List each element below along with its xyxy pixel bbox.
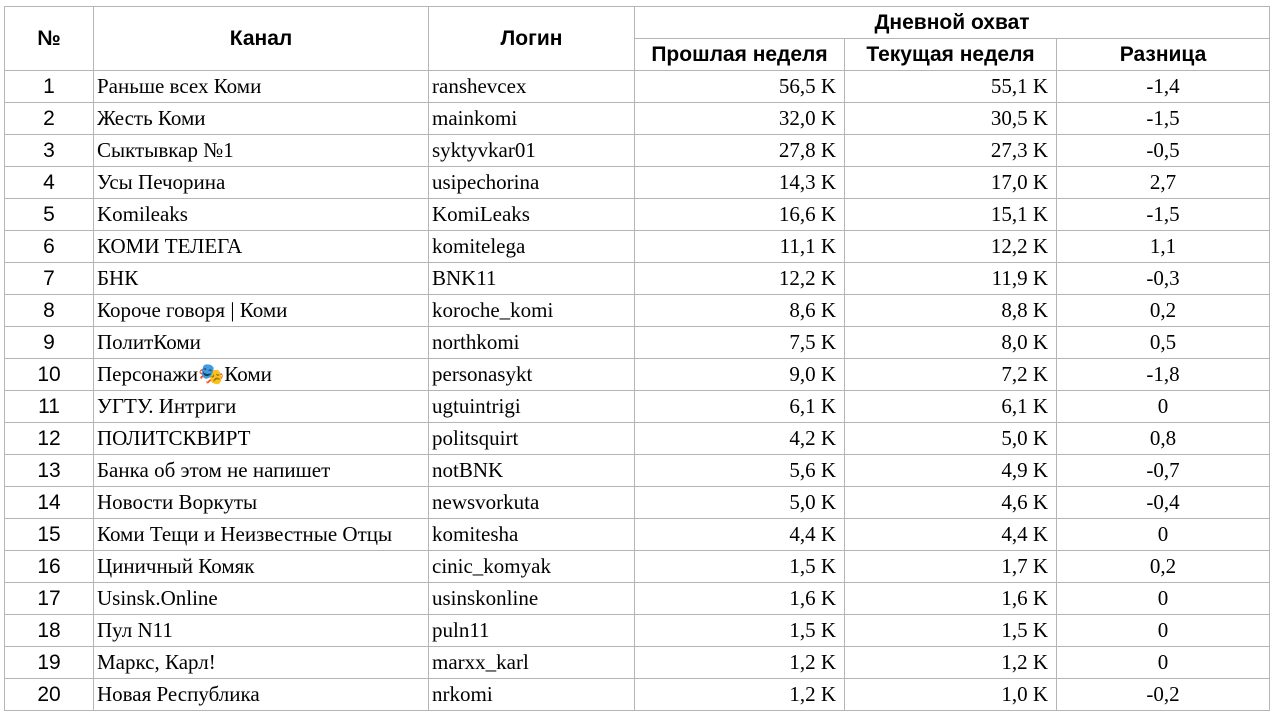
cell-prev-week: 12,2 K	[635, 263, 845, 295]
table-row	[5, 71, 1270, 103]
cell-prev-week: 4,2 K	[635, 423, 845, 455]
cell-cur-week: 5,0 K	[845, 423, 1057, 455]
cell-diff: 0,8	[1057, 423, 1270, 455]
cell-cur-week: 1,7 K	[845, 551, 1057, 583]
cell-diff: 1,1	[1057, 231, 1270, 263]
cell-cur-week: 30,5 K	[845, 103, 1057, 135]
header-num: №	[5, 7, 94, 71]
cell-num: 9	[5, 327, 94, 359]
table-row	[5, 167, 1270, 199]
cell-diff: 0,2	[1057, 295, 1270, 327]
cell-channel: УГТУ. Интриги	[94, 391, 429, 423]
cell-cur-week: 12,2 K	[845, 231, 1057, 263]
cell-num: 16	[5, 551, 94, 583]
cell-diff: 0	[1057, 391, 1270, 423]
cell-diff: -1,8	[1057, 359, 1270, 391]
reach-table	[4, 6, 1270, 711]
cell-channel: Коми Тещи и Неизвестные Отцы	[94, 519, 429, 551]
cell-login: ranshevcex	[429, 71, 635, 103]
cell-prev-week: 1,5 K	[635, 551, 845, 583]
cell-channel: Персонажи🎭Коми	[94, 359, 429, 391]
cell-login: ugtuintrigi	[429, 391, 635, 423]
cell-num: 14	[5, 487, 94, 519]
cell-cur-week: 6,1 K	[845, 391, 1057, 423]
table-row	[5, 391, 1270, 423]
cell-diff: 0,2	[1057, 551, 1270, 583]
cell-login: marxx_karl	[429, 647, 635, 679]
cell-channel: Маркс, Карл!	[94, 647, 429, 679]
cell-login: northkomi	[429, 327, 635, 359]
cell-cur-week: 11,9 K	[845, 263, 1057, 295]
cell-num: 18	[5, 615, 94, 647]
cell-prev-week: 9,0 K	[635, 359, 845, 391]
cell-num: 17	[5, 583, 94, 615]
cell-prev-week: 11,1 K	[635, 231, 845, 263]
table-row	[5, 199, 1270, 231]
cell-cur-week: 8,0 K	[845, 327, 1057, 359]
cell-cur-week: 1,6 K	[845, 583, 1057, 615]
cell-cur-week: 4,4 K	[845, 519, 1057, 551]
cell-cur-week: 4,6 K	[845, 487, 1057, 519]
cell-channel: Новости Воркуты	[94, 487, 429, 519]
header-diff: Разница	[1057, 39, 1270, 71]
cell-channel: Банка об этом не напишет	[94, 455, 429, 487]
cell-num: 3	[5, 135, 94, 167]
cell-channel: Короче говоря | Коми	[94, 295, 429, 327]
cell-channel: КОМИ ТЕЛЕГА	[94, 231, 429, 263]
cell-prev-week: 8,6 K	[635, 295, 845, 327]
table-row	[5, 135, 1270, 167]
table-row	[5, 551, 1270, 583]
header-channel: Канал	[94, 7, 429, 71]
cell-diff: -0,3	[1057, 263, 1270, 295]
cell-diff: 2,7	[1057, 167, 1270, 199]
cell-prev-week: 4,4 K	[635, 519, 845, 551]
cell-num: 7	[5, 263, 94, 295]
cell-num: 5	[5, 199, 94, 231]
cell-channel: Циничный Комяк	[94, 551, 429, 583]
cell-channel: ПОЛИТСКВИРТ	[94, 423, 429, 455]
table-row	[5, 263, 1270, 295]
table-row	[5, 615, 1270, 647]
cell-login: syktyvkar01	[429, 135, 635, 167]
table-row	[5, 359, 1270, 391]
header-prev-week: Прошлая неделя	[635, 39, 845, 71]
cell-diff: 0,5	[1057, 327, 1270, 359]
cell-num: 13	[5, 455, 94, 487]
cell-login: newsvorkuta	[429, 487, 635, 519]
cell-login: koroche_komi	[429, 295, 635, 327]
table-row	[5, 647, 1270, 679]
cell-cur-week: 4,9 K	[845, 455, 1057, 487]
cell-num: 4	[5, 167, 94, 199]
cell-diff: 0	[1057, 615, 1270, 647]
cell-cur-week: 8,8 K	[845, 295, 1057, 327]
cell-diff: -1,5	[1057, 199, 1270, 231]
cell-login: politsquirt	[429, 423, 635, 455]
cell-diff: -0,2	[1057, 679, 1270, 711]
cell-cur-week: 15,1 K	[845, 199, 1057, 231]
cell-prev-week: 1,5 K	[635, 615, 845, 647]
cell-login: notBNK	[429, 455, 635, 487]
cell-diff: -0,7	[1057, 455, 1270, 487]
cell-cur-week: 17,0 K	[845, 167, 1057, 199]
cell-prev-week: 32,0 K	[635, 103, 845, 135]
cell-diff: 0	[1057, 583, 1270, 615]
table-row	[5, 519, 1270, 551]
cell-prev-week: 7,5 K	[635, 327, 845, 359]
cell-prev-week: 56,5 K	[635, 71, 845, 103]
cell-cur-week: 55,1 K	[845, 71, 1057, 103]
cell-num: 8	[5, 295, 94, 327]
header-daily-reach: Дневной охват	[635, 7, 1270, 39]
cell-num: 19	[5, 647, 94, 679]
cell-cur-week: 1,5 K	[845, 615, 1057, 647]
cell-prev-week: 5,6 K	[635, 455, 845, 487]
cell-channel: Пул N11	[94, 615, 429, 647]
header-cur-week: Текущая неделя	[845, 39, 1057, 71]
cell-num: 11	[5, 391, 94, 423]
cell-channel: Новая Республика	[94, 679, 429, 711]
cell-channel: ПолитКоми	[94, 327, 429, 359]
header-login: Логин	[429, 7, 635, 71]
header-row	[5, 7, 1270, 39]
cell-login: usinskonline	[429, 583, 635, 615]
cell-cur-week: 1,0 K	[845, 679, 1057, 711]
cell-prev-week: 1,2 K	[635, 647, 845, 679]
cell-channel: Жесть Коми	[94, 103, 429, 135]
cell-login: komitelega	[429, 231, 635, 263]
cell-num: 12	[5, 423, 94, 455]
cell-channel: Сыктывкар №1	[94, 135, 429, 167]
cell-diff: 0	[1057, 519, 1270, 551]
cell-num: 20	[5, 679, 94, 711]
cell-login: KomiLeaks	[429, 199, 635, 231]
cell-login: BNK11	[429, 263, 635, 295]
cell-login: personasykt	[429, 359, 635, 391]
cell-prev-week: 5,0 K	[635, 487, 845, 519]
cell-login: cinic_komyak	[429, 551, 635, 583]
cell-prev-week: 27,8 K	[635, 135, 845, 167]
cell-prev-week: 1,2 K	[635, 679, 845, 711]
table-row	[5, 679, 1270, 711]
cell-login: mainkomi	[429, 103, 635, 135]
cell-cur-week: 1,2 K	[845, 647, 1057, 679]
cell-num: 2	[5, 103, 94, 135]
table-row	[5, 583, 1270, 615]
cell-channel: Usinsk.Online	[94, 583, 429, 615]
cell-channel: БНК	[94, 263, 429, 295]
cell-channel: Усы Печорина	[94, 167, 429, 199]
cell-diff: -1,4	[1057, 71, 1270, 103]
table-row	[5, 487, 1270, 519]
cell-prev-week: 16,6 K	[635, 199, 845, 231]
cell-diff: -1,5	[1057, 103, 1270, 135]
cell-cur-week: 27,3 K	[845, 135, 1057, 167]
cell-num: 6	[5, 231, 94, 263]
cell-num: 1	[5, 71, 94, 103]
table-row	[5, 327, 1270, 359]
table-row	[5, 455, 1270, 487]
cell-login: puln11	[429, 615, 635, 647]
cell-prev-week: 14,3 K	[635, 167, 845, 199]
cell-num: 10	[5, 359, 94, 391]
table-row	[5, 423, 1270, 455]
cell-diff: 0	[1057, 647, 1270, 679]
cell-channel: Komileaks	[94, 199, 429, 231]
cell-diff: -0,5	[1057, 135, 1270, 167]
table-row	[5, 231, 1270, 263]
cell-channel: Раньше всех Коми	[94, 71, 429, 103]
cell-login: usipechorina	[429, 167, 635, 199]
cell-num: 15	[5, 519, 94, 551]
cell-diff: -0,4	[1057, 487, 1270, 519]
cell-login: nrkomi	[429, 679, 635, 711]
cell-prev-week: 6,1 K	[635, 391, 845, 423]
table-row	[5, 295, 1270, 327]
cell-cur-week: 7,2 K	[845, 359, 1057, 391]
table-body	[5, 71, 1270, 711]
cell-login: komitesha	[429, 519, 635, 551]
cell-prev-week: 1,6 K	[635, 583, 845, 615]
table-row	[5, 103, 1270, 135]
